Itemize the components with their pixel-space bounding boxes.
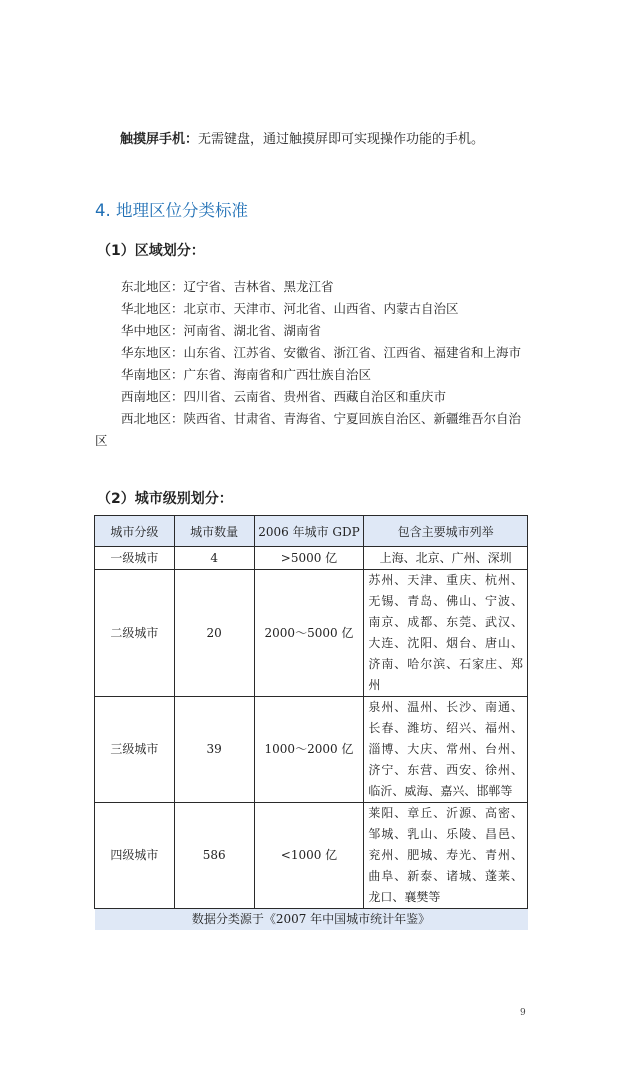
table-row [95,547,528,570]
cell-level: 四级城市 [95,803,175,909]
cell-cities: 莱阳、章丘、沂源、高密、邹城、乳山、乐陵、昌邑、兖州、肥城、寿光、青州、曲阜、新泰、诸城、蓬莱、龙口、襄樊等 [364,803,528,909]
table-row [95,697,528,803]
region-item: 东北地区：辽宁省、吉林省、黑龙江省 [121,279,334,294]
cell-gdp: 2000～5000 亿 [254,570,364,697]
header-gdp: 2006 年城市 GDP [254,516,364,547]
subsection-city-title: （2）城市级别划分： [97,491,233,507]
cell-cities: 上海、北京、广州、深圳 [364,547,528,570]
cell-count: 39 [174,697,254,803]
region-item: 华东地区：山东省、江苏省、安徽省、浙江省、江西省、福建省和上海市 [121,345,522,360]
cell-gdp: <1000 亿 [254,803,364,909]
definition-term: 触摸屏手机： [120,132,199,147]
region-item: 华中地区：河南省、湖北省、湖南省 [121,323,322,338]
cell-level: 三级城市 [95,697,175,803]
header-cities: 包含主要城市列举 [364,516,528,547]
cell-cities: 泉州、温州、长沙、南通、长春、潍坊、绍兴、福州、淄博、大庆、常州、台州、济宁、东营、西安、徐州、临沂、威海、嘉兴、邯郸等 [364,697,528,803]
header-count: 城市数量 [174,516,254,547]
touch-phone-definition [120,131,484,149]
region-item: 西北地区：陕西省、甘肃省、青海省、宁夏回族自治区、新疆维吾尔自治区 [95,411,522,448]
table-header-row [95,516,528,547]
cell-level: 一级城市 [95,547,175,570]
cell-count: 4 [174,547,254,570]
table-footer-row [95,909,528,931]
cell-gdp: >5000 亿 [254,547,364,570]
region-item: 华南地区：广东省、海南省和广西壮族自治区 [121,367,372,382]
cell-count: 20 [174,570,254,697]
definition-text: 无需键盘，通过触摸屏即可实现操作功能的手机。 [198,132,485,147]
region-item: 华北地区：北京市、天津市、河北省、山西省、内蒙古自治区 [121,301,459,316]
table-source-note: 数据分类源于《2007 年中国城市统计年鉴》 [95,909,528,931]
cell-count: 586 [174,803,254,909]
page-number: 9 [520,1008,526,1018]
table-row [95,570,528,697]
section-heading: 4. 地理区位分类标准 [95,201,248,220]
subsection-region-title: （1）区域划分： [97,243,205,259]
city-level-table [94,515,528,930]
region-item: 西南地区：四川省、云南省、贵州省、西藏自治区和重庆市 [121,389,447,404]
cell-gdp: 1000～2000 亿 [254,697,364,803]
header-level: 城市分级 [95,516,175,547]
cell-cities: 苏州、天津、重庆、杭州、无锡、青岛、佛山、宁波、南京、成都、东莞、武汉、大连、沈阳、烟台、唐山、济南、哈尔滨、石家庄、郑州 [364,570,528,697]
region-list [95,276,531,452]
cell-level: 二级城市 [95,570,175,697]
table-row [95,803,528,909]
